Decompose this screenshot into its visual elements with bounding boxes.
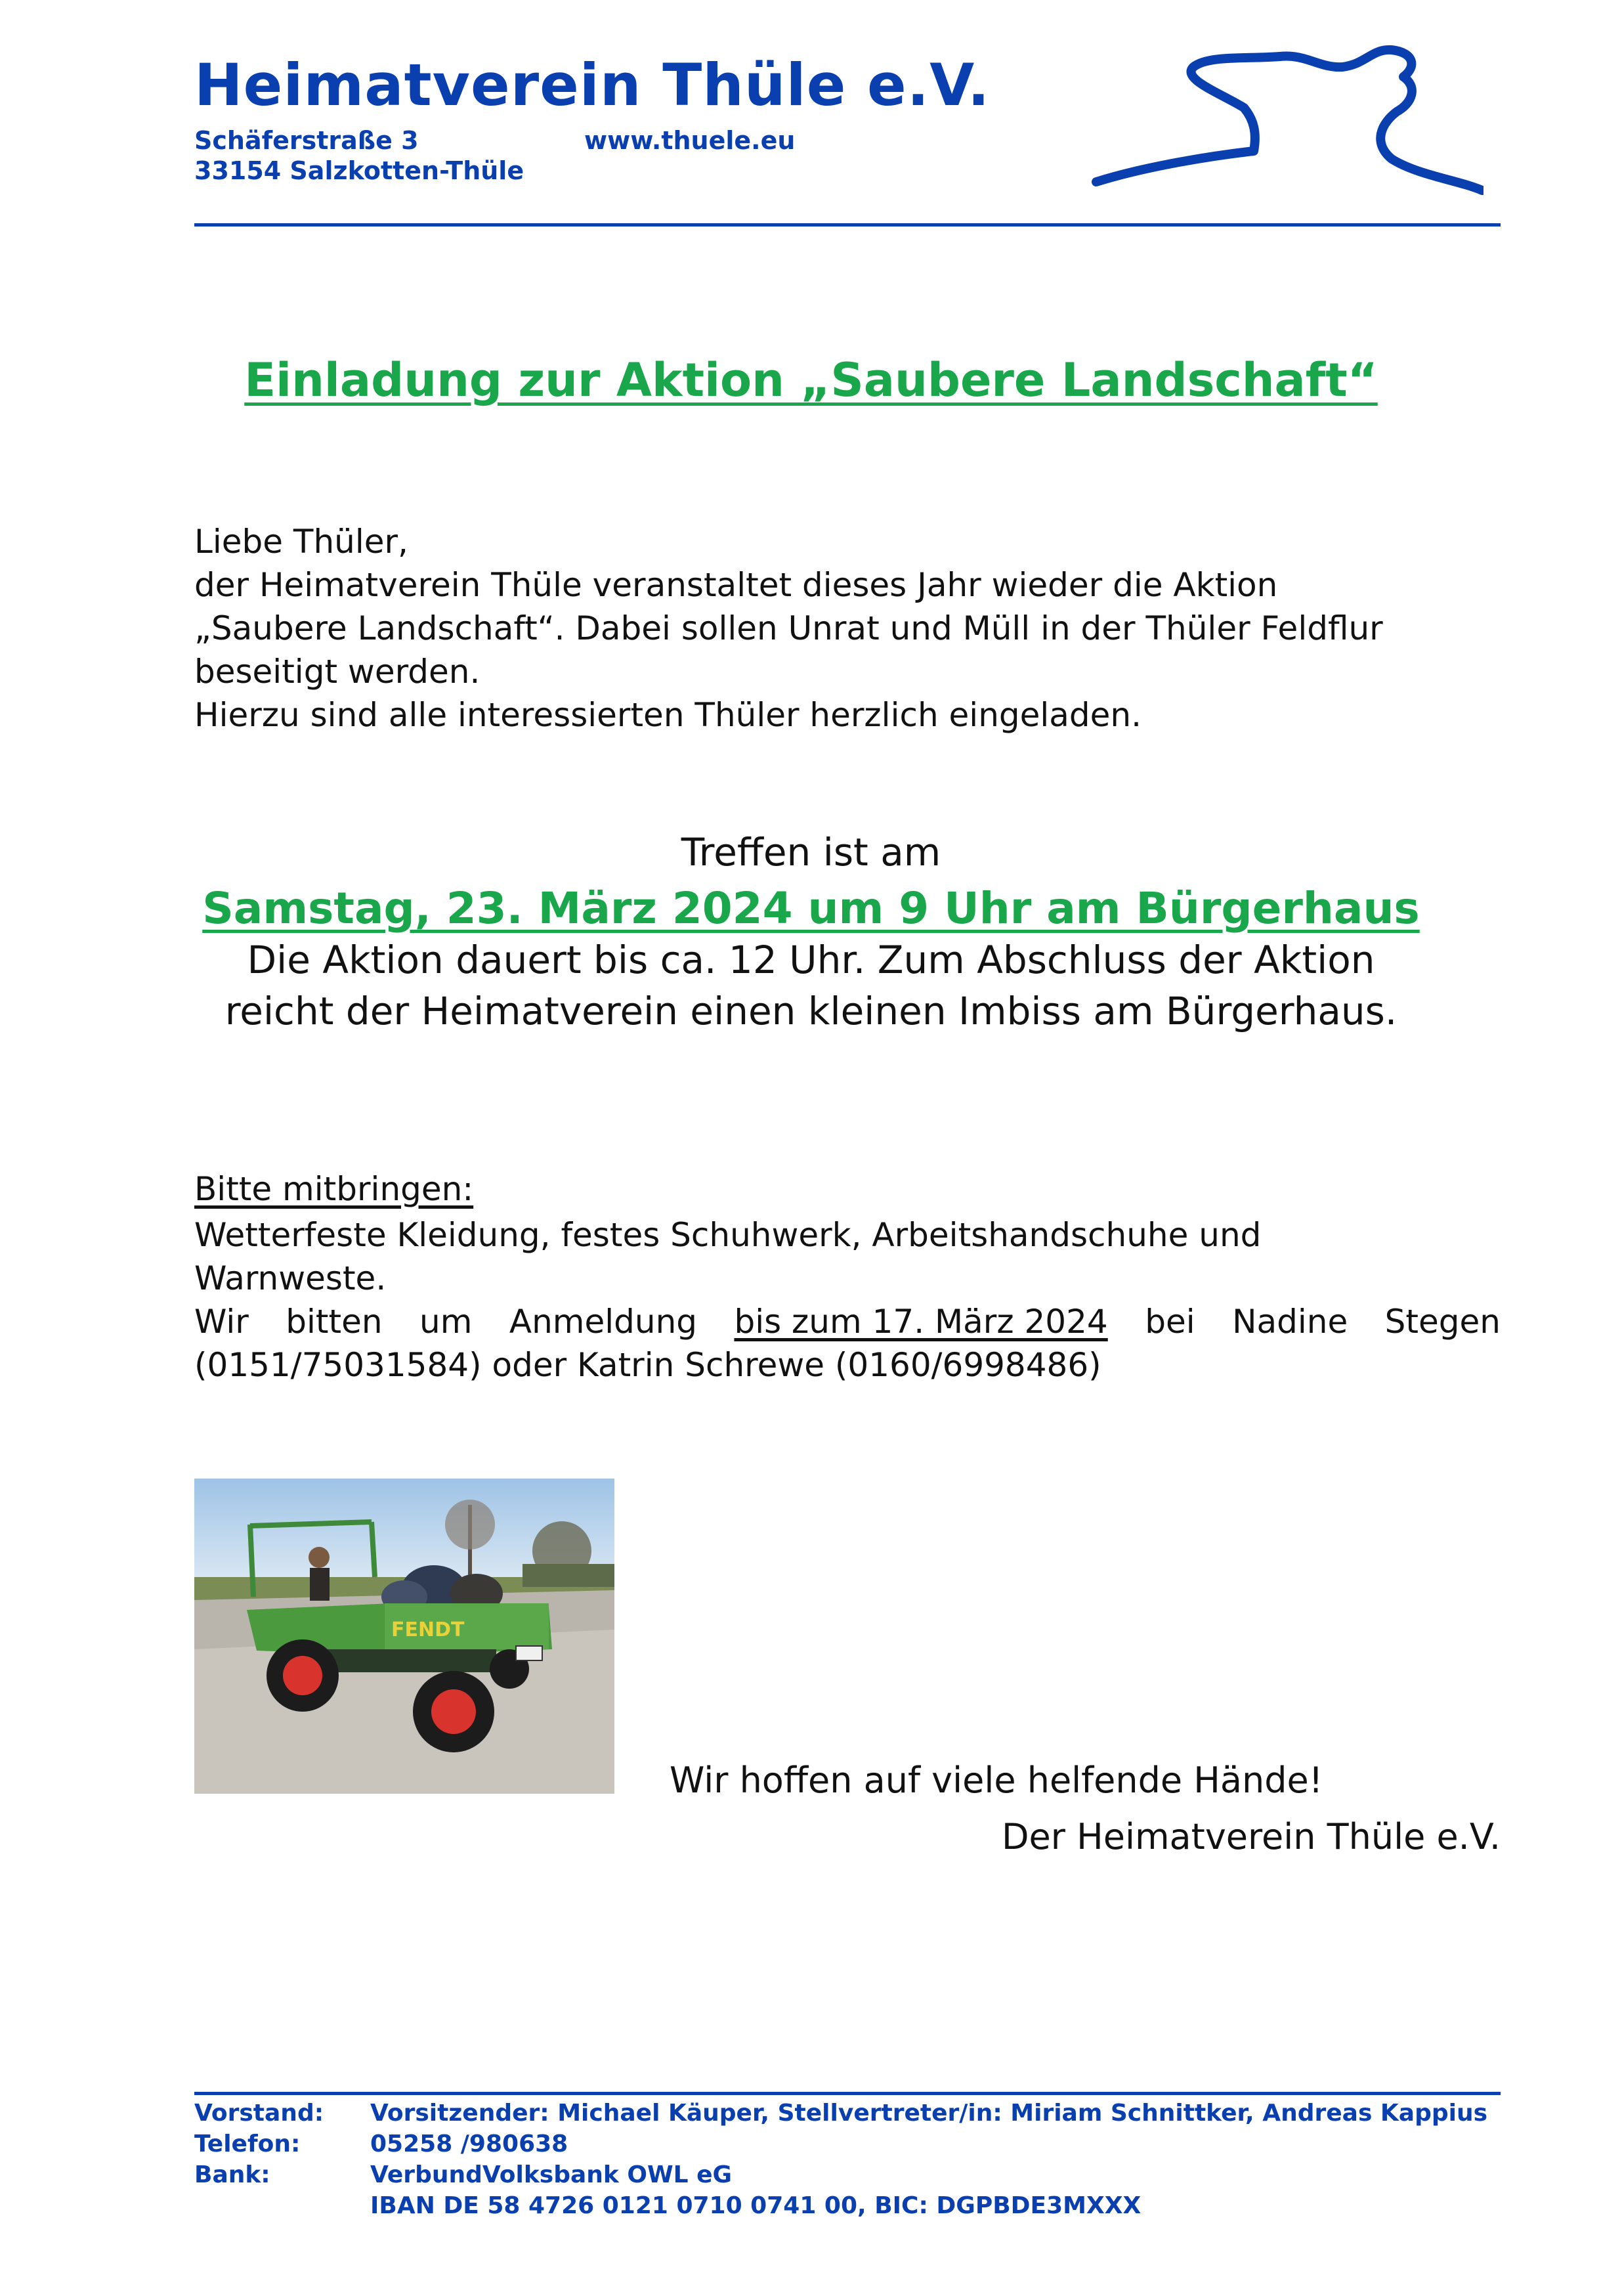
registration-line — [194, 1300, 1501, 1343]
closing-signature: Der Heimatverein Thüle e.V. — [1001, 1816, 1501, 1857]
meeting-date — [0, 883, 1622, 934]
registration-word: Anmeldung — [509, 1303, 698, 1341]
footer-row — [194, 2098, 1501, 2129]
registration-word: Nadine — [1232, 1303, 1348, 1341]
registration-word: um — [419, 1303, 473, 1341]
meeting-info-line: reicht der Heimatverein einen kleinen Imbiss am Bürgerhaus. — [224, 989, 1398, 1033]
registration-word: Wir — [194, 1303, 249, 1341]
footer-row — [194, 2190, 1501, 2221]
bring-line: Warnweste. — [194, 1259, 387, 1297]
footer-value: Vorsitzender: Michael Käuper, Stellvertreter/in: Miriam Schnittker, Andreas Kappius — [370, 2100, 1488, 2127]
footer-label: Telefon: — [194, 2131, 301, 2157]
bring-line: Wetterfeste Kleidung, festes Schuhwerk, Arbeitshandschuhe und — [194, 1216, 1262, 1254]
title-text: Einladung zur Aktion „Saubere Landschaft“ — [244, 353, 1378, 407]
intro-line: der Heimatverein Thüle veranstaltet dieses Jahr wieder die Aktion — [194, 566, 1278, 604]
footer-label: Vorstand: — [194, 2100, 324, 2127]
intro-line: „Saubere Landschaft“. Dabei sollen Unrat und Müll in der Thüler Feldflur — [194, 609, 1383, 647]
meeting-lead: Treffen ist am — [681, 830, 941, 875]
address-street: Schäferstraße 3 — [194, 126, 419, 155]
footer — [194, 2098, 1501, 2221]
meeting-info-line: Die Aktion dauert bis ca. 12 Uhr. Zum Abschluss der Aktion — [247, 938, 1375, 982]
bring-heading: Bitte mitbringen: — [194, 1170, 474, 1208]
website-link[interactable]: www.thuele.eu — [584, 126, 796, 155]
registration-word: bei — [1145, 1303, 1195, 1341]
address-city: 33154 Salzkotten-Thüle — [194, 156, 524, 185]
meeting-date-text: Samstag, 23. März 2024 um 9 Uhr am Bürgerhaus — [202, 883, 1420, 934]
intro-paragraph — [194, 520, 1501, 737]
footer-value: IBAN DE 58 4726 0121 0710 0741 00, BIC: DGPBDE3MXXX — [370, 2192, 1142, 2219]
footer-row — [194, 2159, 1501, 2190]
intro-line: Liebe Thüler, — [194, 523, 408, 561]
tractor-brand-label: FENDT — [391, 1618, 465, 1641]
bring-list — [194, 1213, 1501, 1300]
intro-line: Hierzu sind alle interessierten Thüler herzlich eingeladen. — [194, 696, 1142, 734]
page-title — [0, 353, 1622, 407]
footer-label: Bank: — [194, 2161, 270, 2188]
tractor-photo — [194, 1479, 614, 1794]
footer-value: 05258 /980638 — [370, 2131, 568, 2157]
heimatverein-logo-icon — [1090, 41, 1483, 198]
registration-word: bitten — [286, 1303, 383, 1341]
closing-slogan: Wir hoffen auf viele helfende Hände! — [670, 1760, 1323, 1801]
registration-contacts: (0151/75031584) oder Katrin Schrewe (0160/6998486) — [194, 1346, 1101, 1384]
header-divider — [194, 223, 1501, 227]
registration-paragraph — [194, 1300, 1501, 1387]
registration-deadline: bis zum 17. März 2024 — [734, 1303, 1108, 1341]
registration-word: Stegen — [1384, 1303, 1501, 1341]
footer-label — [194, 2190, 370, 2221]
club-name: Heimatverein Thüle e.V. — [194, 51, 991, 119]
footer-value: VerbundVolksbank OWL eG — [370, 2161, 733, 2188]
intro-line: beseitigt werden. — [194, 653, 480, 691]
footer-row — [194, 2129, 1501, 2159]
footer-divider — [194, 2092, 1501, 2095]
